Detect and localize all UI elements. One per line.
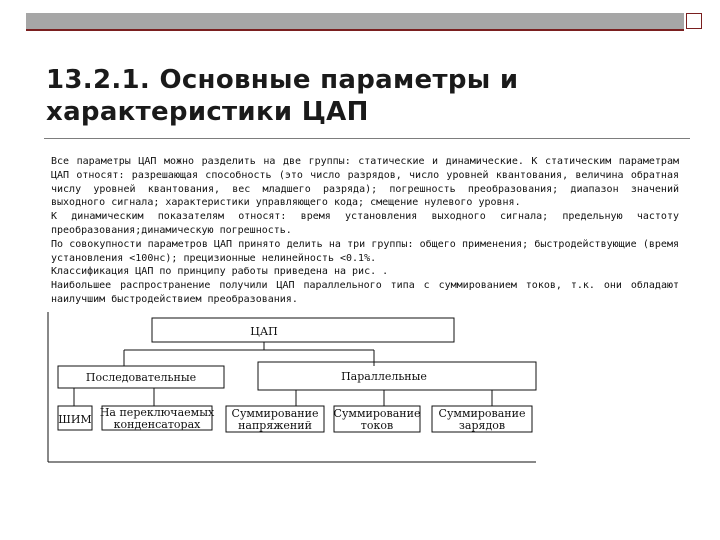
current-sum-label-line2: токов bbox=[360, 419, 394, 432]
switched-cap-label-line1: На переключаемых bbox=[99, 406, 215, 419]
slide-body-text bbox=[51, 155, 679, 307]
paragraph-parallel: Наибольшее распространение получили ЦАП параллельного типа с суммированием токов, т.к. они обладают наилучшим быстродействием преобразования. bbox=[51, 280, 679, 305]
parallel-label: Параллельные bbox=[341, 370, 427, 383]
paragraph-dynamic-params: К динамическим показателям относят: время установления выходного сигнала; предельную частоту преобразования;динамическую погрешность. bbox=[51, 211, 679, 236]
slide-title bbox=[46, 64, 666, 128]
root-label: ЦАП bbox=[250, 325, 278, 338]
pwm-label: ШИМ bbox=[58, 413, 92, 426]
slide-title-line1: 13.2.1. Основные параметры и bbox=[46, 65, 519, 95]
paragraph-groups: По совокупности параметров ЦАП принято делить на три группы: общего применения; быстродействующие (время установления <100нс); прецизионные нелинейность <0.1%. bbox=[51, 238, 679, 264]
sequential-label: Последовательные bbox=[85, 371, 197, 384]
charge-sum-label-line1: Суммирование bbox=[438, 407, 526, 420]
switched-cap-label-line2: конденсаторах bbox=[113, 418, 201, 431]
dac-classification-diagram bbox=[44, 310, 544, 470]
title-divider bbox=[44, 138, 690, 139]
voltage-sum-label-line2: напряжений bbox=[238, 419, 312, 432]
top-accent-line bbox=[26, 29, 684, 31]
root-box bbox=[152, 318, 454, 342]
slide-title-line2: характеристики ЦАП bbox=[46, 97, 369, 127]
top-decor-bar bbox=[26, 13, 684, 29]
current-sum-label-line1: Суммирование bbox=[333, 407, 421, 420]
voltage-sum-label-line1: Суммирование bbox=[231, 407, 319, 420]
paragraph-static-params: Все параметры ЦАП можно разделить на две группы: статические и динамические. К статическим параметрам ЦАП относят: разрешающая способность (это число разрядов, число уровней квантования, величина обратная числу уровней квантования, вес младшего разряда); погрешность преобразования; диапазон значений выходного сигнала; характеристики управляющего кода; смещение нулевого уровня. bbox=[51, 156, 679, 209]
charge-sum-label-line2: зарядов bbox=[458, 419, 506, 432]
top-decor-square bbox=[686, 13, 702, 29]
paragraph-classification: Классификация ЦАП по принципу работы приведена на рис. . bbox=[51, 266, 389, 278]
